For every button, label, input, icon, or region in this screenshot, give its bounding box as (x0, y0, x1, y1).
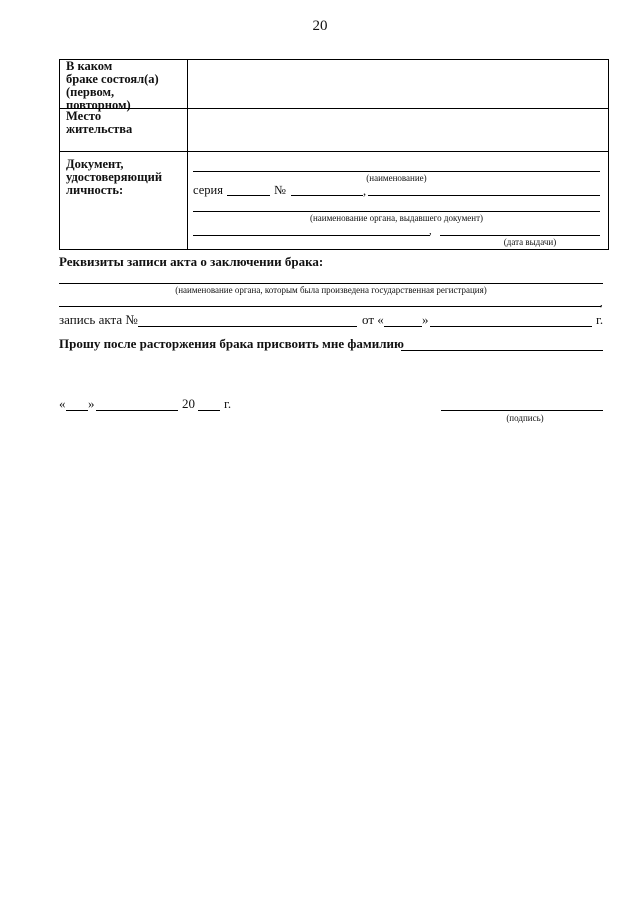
label-line: (первом, (66, 85, 115, 99)
document-extra-field[interactable] (368, 195, 600, 196)
registration-organ-line-2[interactable] (59, 306, 601, 307)
issuer-line[interactable] (193, 211, 600, 212)
label-line: В каком (66, 59, 113, 73)
year-suffix: г. (596, 312, 604, 327)
label-line: жительства (66, 122, 133, 136)
sign-day-field[interactable] (66, 410, 88, 411)
label-line: личность: (66, 183, 124, 197)
record-month-year-field[interactable] (430, 326, 592, 327)
trailing-comma: , (600, 297, 603, 309)
series-label: серия (193, 183, 223, 197)
date-open: « (59, 396, 66, 411)
row-label-residence (66, 110, 132, 136)
act-heading: Реквизиты записи акта о заключении брака: (59, 254, 324, 269)
comma: , (363, 184, 367, 198)
registration-organ-caption: (наименование органа, которым была произведена государственная регистрация) (175, 285, 487, 295)
label-line: Документ, (66, 157, 124, 171)
table-row-identity-document (60, 151, 608, 250)
document-name-line[interactable] (193, 171, 600, 172)
label-line: браке состоял(а) (66, 72, 159, 86)
marriage-number-field[interactable] (188, 60, 608, 108)
signature-field[interactable] (441, 410, 603, 411)
surname-request: Прошу после расторжения брака присвоить мне фамилию (59, 336, 404, 351)
label-line: повторном) (66, 98, 131, 112)
issue-date-field[interactable] (440, 235, 600, 236)
table-row-marriage-number (60, 59, 608, 112)
issuer-line-2[interactable] (193, 235, 430, 236)
label-line: удостоверяющий (66, 170, 163, 184)
comma-2: , (429, 225, 432, 237)
sign-year-suffix: г. (224, 396, 232, 411)
sign-year-field[interactable] (198, 410, 220, 411)
row-label-identity-document (66, 158, 162, 197)
residence-field[interactable] (188, 109, 608, 152)
document-name-caption: (наименование) (366, 173, 427, 183)
sign-month-field[interactable] (96, 410, 178, 411)
label-line: Место (66, 109, 102, 123)
record-label: запись акта № (59, 312, 138, 327)
table-row-residence (60, 108, 608, 152)
document-number-field[interactable] (291, 195, 363, 196)
year-prefix: 20 (182, 396, 195, 411)
record-number-field[interactable] (138, 326, 357, 327)
page-number: 20 (312, 18, 328, 34)
row-label-marriage-number (66, 60, 159, 112)
from-label: от « (362, 312, 384, 327)
marriage-info-table (59, 59, 609, 250)
new-surname-field[interactable] (401, 350, 603, 351)
registration-organ-line[interactable] (59, 283, 603, 284)
issuer-caption: (наименование органа, выдавшего документ) (309, 213, 484, 223)
series-field[interactable] (227, 195, 270, 196)
date-close: » (88, 396, 95, 411)
issue-date-caption: (дата выдачи) (503, 237, 557, 247)
record-day-field[interactable] (384, 326, 422, 327)
number-sign: № (274, 183, 286, 197)
quote-close: » (422, 312, 429, 327)
signature-caption: (подпись) (506, 413, 544, 423)
